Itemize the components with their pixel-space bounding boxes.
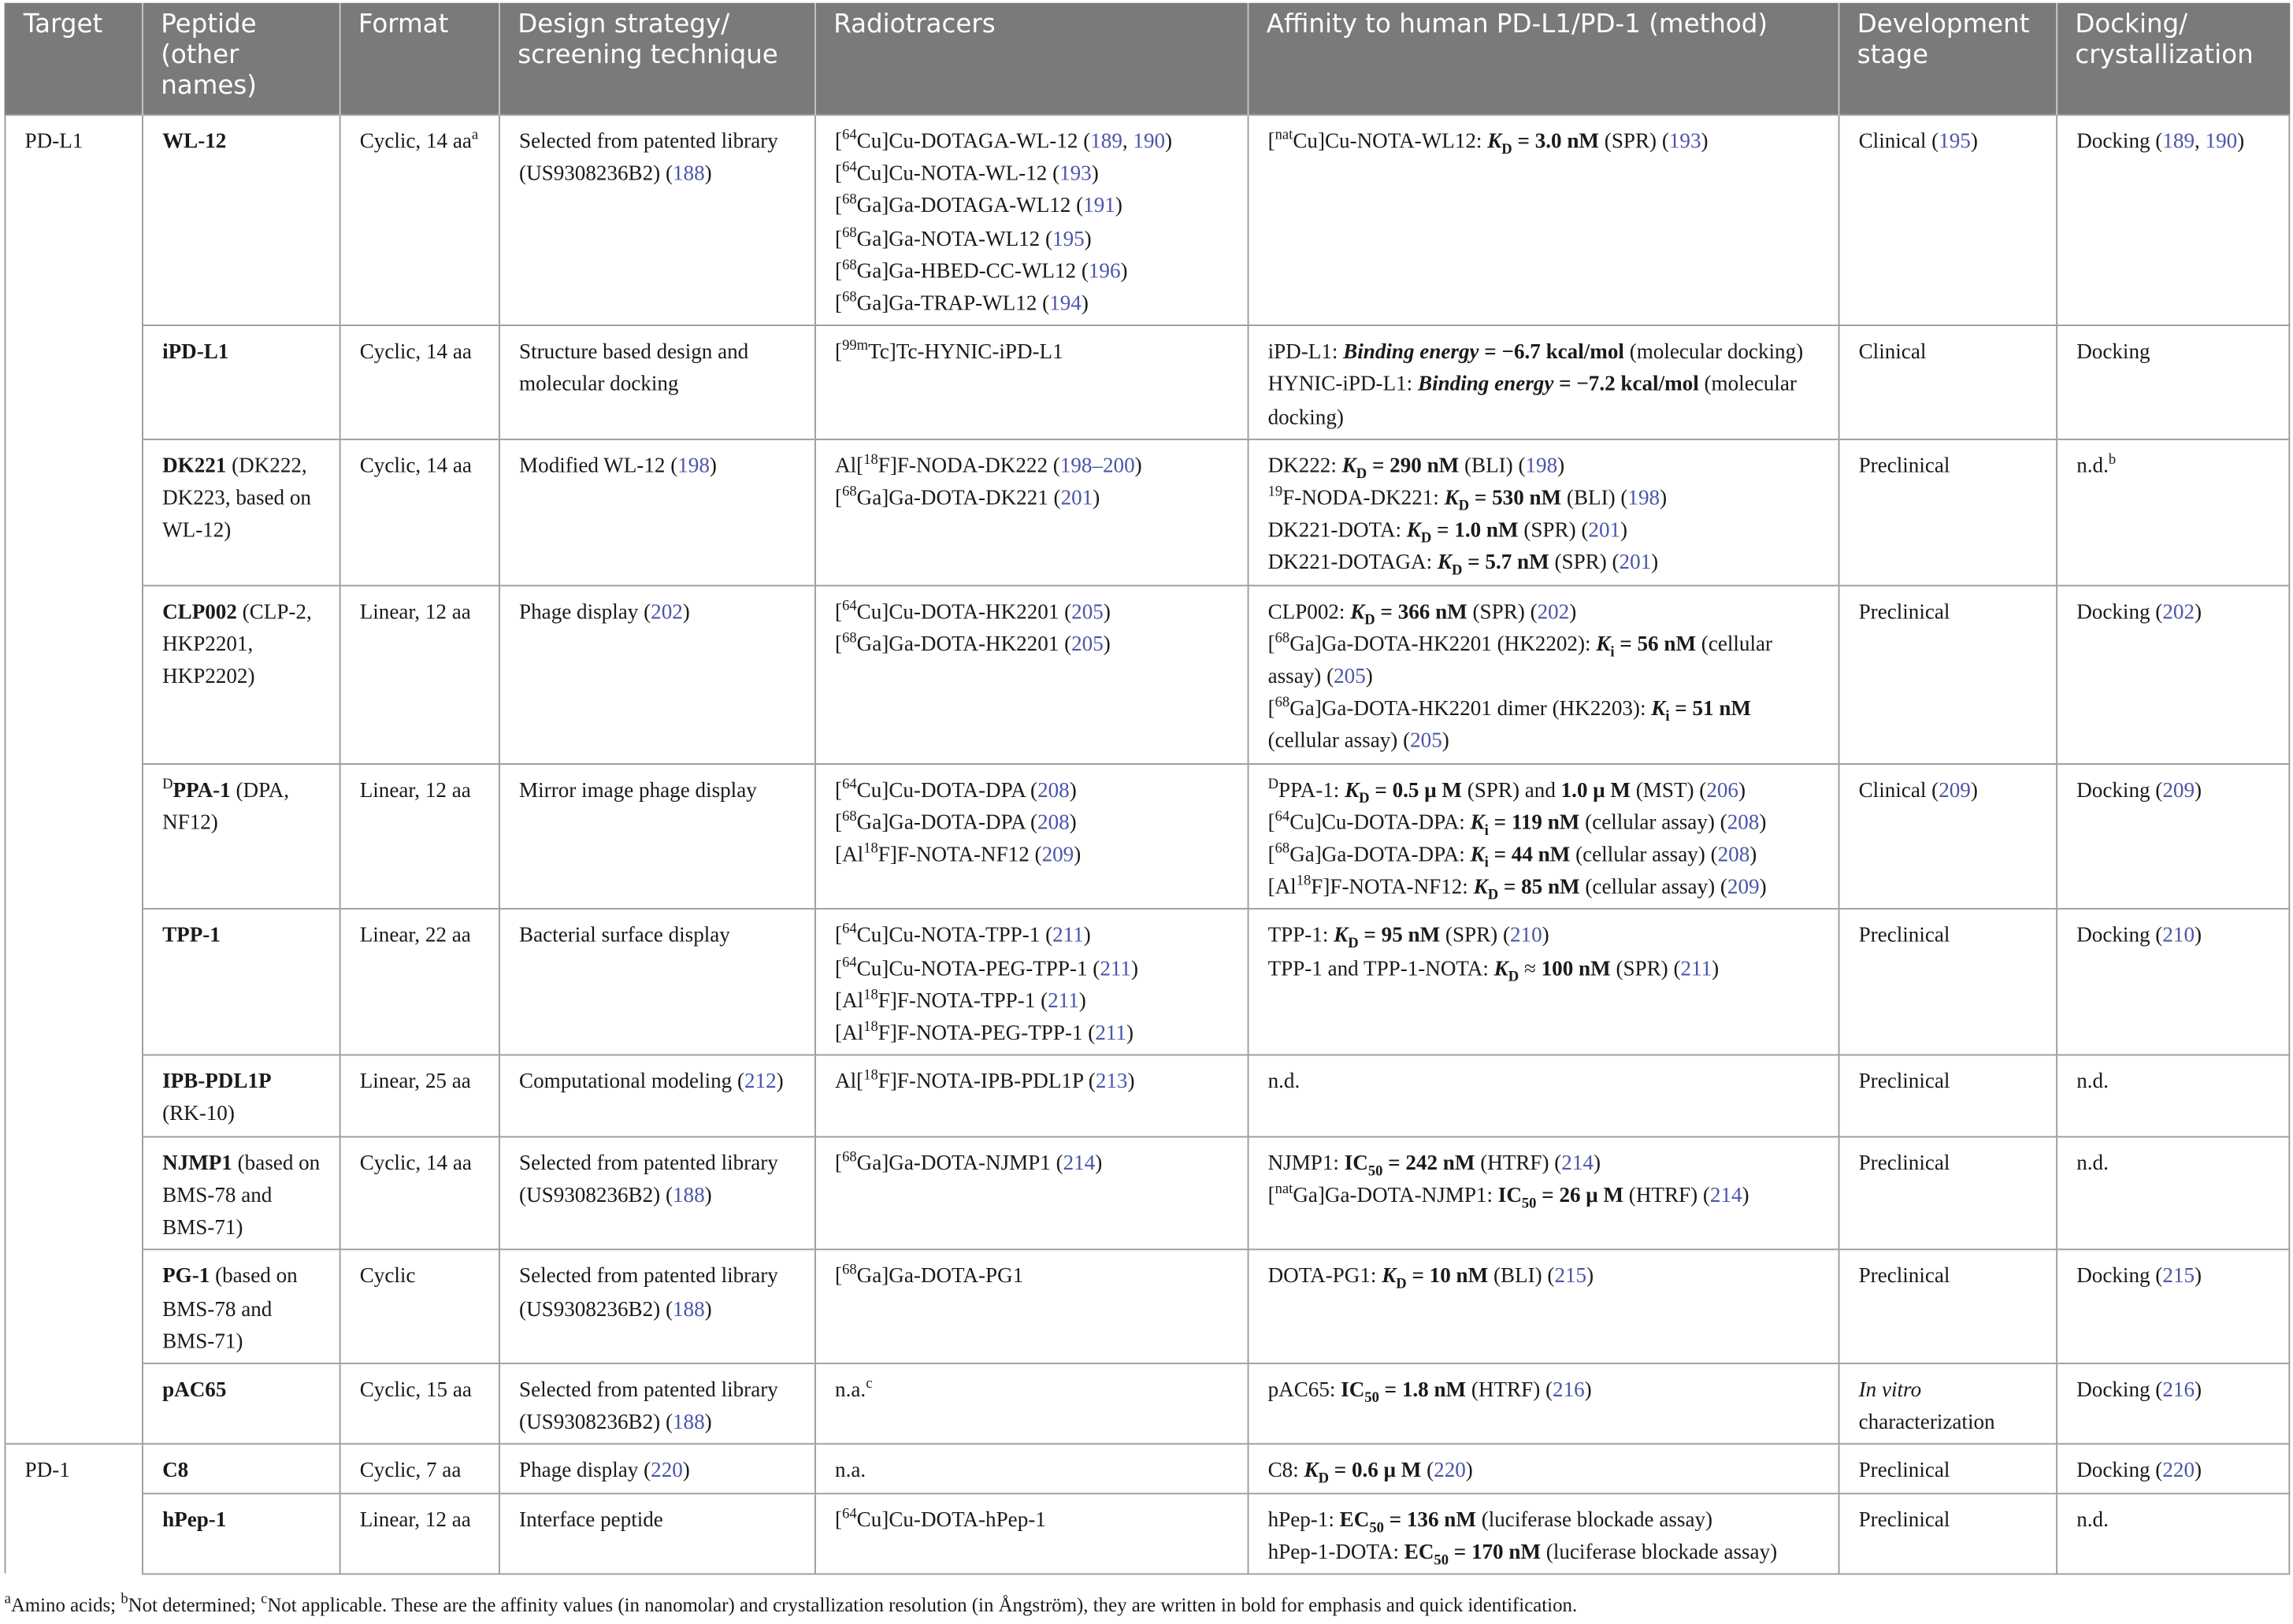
citation-link[interactable]: 205 (1334, 665, 1366, 689)
format-cell: Cyclic (340, 1250, 499, 1363)
design-cell: Interface peptide (499, 1493, 815, 1574)
affinity-item: DK221-DOTAGA: $K_D = 5.7$ nM (SPR) (201) (1267, 551, 1659, 580)
radiotracers-cell (815, 325, 1249, 439)
affinity-cell (1249, 910, 1839, 1055)
citation-link[interactable]: 212 (744, 1070, 777, 1095)
radiotracer-item: [$^{68}$Ga]Ga-NOTA-WL12 (195) (835, 224, 1092, 251)
citation-link[interactable]: 220 (2162, 1459, 2195, 1484)
design-text: Computational modeling (519, 1070, 733, 1095)
stage-cell: Preclinical (1839, 1136, 2057, 1250)
format-cell: Cyclic, 7 aa (340, 1444, 499, 1493)
affinity-cell (1249, 325, 1839, 439)
radiotracer-item: [$^{64}$Cu]Cu-DOTA-DPA (208) (835, 776, 1077, 803)
affinity-cell (1249, 585, 1839, 764)
peptide-name: NJMP1 (162, 1151, 232, 1176)
design-cell: Selected from patented library (US9308236B2) (188) (499, 115, 815, 326)
header-target: Target (5, 3, 143, 115)
citation-link[interactable]: 188 (672, 1184, 705, 1208)
citation-link[interactable]: 213 (1095, 1070, 1128, 1095)
affinity-cell: n.d. (1249, 1055, 1839, 1136)
citation-link[interactable]: 205 (1071, 600, 1104, 625)
peptide-name: hPep-1 (162, 1508, 227, 1532)
affinity-item: $^{19}$F-NODA-DK221: $K_D = 530$ nM (BLI) (198) (1267, 484, 1668, 515)
design-text: Phage display (519, 1459, 639, 1484)
affinity-item: [$^{68}$Ga]Ga-DOTA-HK2201 (HK2202): $K_i = 56$ nM (cellular assay) (205) (1267, 630, 1773, 689)
radiotracer-item: [Al$^{18}$F]F-NOTA-NF12 (209) (835, 840, 1082, 868)
affinity-item: hPep-1-DOTA: $EC_{50} = 170$ nM (luciferase blockade assay) (1267, 1541, 1778, 1569)
stage-cell: Preclinical (1839, 1493, 2057, 1574)
citation-link[interactable]: 189 (2162, 130, 2195, 154)
peptide-name: pAC65 (162, 1378, 227, 1403)
citation-link[interactable]: 198 (677, 454, 710, 478)
peptide-cell (143, 115, 340, 326)
affinity-cell (1249, 439, 1839, 585)
radiotracer-item: [$^{64}$Cu]Cu-NOTA-WL-12 (193) (835, 159, 1099, 187)
table-row (5, 910, 2289, 1055)
affinity-item: hPep-1: $EC_{50} = 136$ nM (luciferase blockade assay) (1267, 1508, 1713, 1537)
radiotracers-cell (815, 763, 1249, 909)
header-row (5, 3, 2289, 115)
citation-link[interactable]: 194 (1049, 292, 1082, 317)
citation-link[interactable]: 198 (1525, 454, 1558, 478)
docking-cell: Docking (2057, 325, 2289, 439)
header-format: Format (340, 3, 499, 115)
docking-cell: Docking (215) (2057, 1250, 2289, 1363)
design-cell: Selected from patented library (US9308236B2) (188) (499, 1250, 815, 1363)
citation-link[interactable]: 188 (672, 162, 705, 187)
stage-cell: Clinical (1839, 325, 2057, 439)
stage-cell: In vitro characterization (1839, 1363, 2057, 1444)
table-row (5, 1136, 2289, 1250)
docking-text: n.d. (2076, 454, 2109, 478)
header-radiotracers: Radiotracers (815, 3, 1249, 115)
affinity-item: C8: $K_D = 0.6$ μ M (220) (1267, 1459, 1473, 1488)
affinity-item: $^D$PPA-1: $K_D = 0.5$ μ M (SPR) and 1.0 μ M (MST) (206) (1267, 776, 1746, 806)
radiotracer-item: [$^{64}$Cu]Cu-NOTA-PEG-TPP-1 (211) (835, 954, 1139, 981)
stage-cell: Preclinical (1839, 1055, 2057, 1136)
citation-link[interactable]: 220 (1434, 1459, 1466, 1484)
radiotracer-item: [$^{99m}$Tc]Tc-HYNIC-iPD-L1 (835, 338, 1063, 365)
citation-link[interactable]: 198–200 (1059, 454, 1135, 478)
peptide-other-names: (based on BMS-78 and BMS-71) (162, 1265, 298, 1354)
citation-link[interactable]: 205 (1071, 632, 1104, 657)
affinity-item: [$^{64}$Cu]Cu-DOTA-DPA: $K_i = 119$ nM (cellular assay) (208) (1267, 808, 1767, 840)
peptide-cell (143, 1136, 340, 1250)
docking-cell: n.d. (2057, 1136, 2289, 1250)
radiotracer-item: Al[$^{18}$F]F-NOTA-IPB-PDL1P (213) (835, 1068, 1135, 1095)
peptide-name: DK221 (162, 454, 227, 478)
affinity-item: [Al$^{18}$F]F-NOTA-NF12: $K_D = 85$ nM (cellular assay) (209) (1267, 873, 1767, 904)
radiotracers-cell (815, 1363, 1249, 1444)
docking-cell: n.d. (2057, 1493, 2289, 1574)
table-row (5, 325, 2289, 439)
citation-link[interactable]: 188 (672, 1297, 705, 1322)
citation-link[interactable]: 196 (1088, 260, 1121, 284)
design-cell: Selected from patented library (US9308236B2) (188) (499, 1136, 815, 1250)
design-text: Phage display (519, 600, 639, 625)
docking-cell: Docking (216) (2057, 1363, 2289, 1444)
format-text: Cyclic, 14 aa (359, 130, 472, 154)
design-text: Selected from patented library (US9308236B2) (519, 1378, 778, 1435)
format-cell: Linear, 25 aa (340, 1055, 499, 1136)
citation-link[interactable]: 208 (1727, 811, 1760, 835)
design-cell: Modified WL-12 (198) (499, 439, 815, 585)
citation-link[interactable]: 202 (2162, 600, 2195, 625)
affinity-cell (1249, 1250, 1839, 1363)
peptide-name: PPA-1 (173, 778, 231, 803)
table-footnote: $^a$Amino acids; $^b$Not determined; $^c$Not applicable. These are the affinity values (in nanomolar) and crystallization resolution (in Ångström), they are written in bold for emphasis and quick identification. (4, 1591, 1578, 1616)
docking-cell: Docking (189, 190) (2057, 115, 2289, 326)
table-row (5, 1250, 2289, 1363)
radiotracers-cell (815, 1055, 1249, 1136)
table-row (5, 1363, 2289, 1444)
citation-link[interactable]: 216 (2162, 1378, 2195, 1403)
citation-link[interactable]: 201 (1588, 519, 1621, 543)
header-docking: Docking/ crystallization (2057, 3, 2289, 115)
radiotracer-item: Al[$^{18}$F]F-NODA-DK222 (198–200) (835, 451, 1142, 478)
citation-link[interactable]: 189 (1090, 130, 1122, 154)
affinity-item: DK221-DOTA: $K_D = 1.0$ nM (SPR) (201) (1267, 519, 1628, 547)
peptide-cell (143, 1444, 340, 1493)
peptide-other-names: (CLP-2, HKP2201, HKP2202) (162, 600, 312, 689)
docking-cell: n.d. (2057, 1055, 2289, 1136)
radiotracer-item: [$^{68}$Ga]Ga-DOTA-HK2201 (205) (835, 630, 1111, 657)
peptide-name: TPP-1 (162, 925, 221, 948)
citation-link[interactable]: 193 (1668, 130, 1701, 154)
design-cell: Structure based design and molecular docking (499, 325, 815, 439)
stage-cell: Preclinical (1839, 439, 2057, 585)
table-row (5, 439, 2289, 585)
citation-link[interactable]: 208 (1037, 778, 1070, 803)
header-stage: Development stage (1839, 3, 2057, 115)
affinity-cell (1249, 1444, 1839, 1493)
citation-link[interactable]: 195 (1939, 130, 1971, 154)
citation-link[interactable]: 190 (2205, 130, 2238, 154)
design-text: Modified WL-12 (519, 454, 666, 478)
affinity-item: HYNIC-iPD-L1: Binding energy = −7.2 kcal/mol (molecular docking) (1267, 373, 1797, 430)
citation-link[interactable]: 208 (1717, 844, 1750, 868)
affinity-item: [$^{nat}$Ga]Ga-DOTA-NJMP1: $IC_{50} = 26$ μ M (HTRF) (214) (1267, 1181, 1749, 1212)
citation-link[interactable]: 202 (1537, 600, 1570, 625)
peptide-name: IPB-PDL1P (162, 1070, 272, 1095)
radiotracer-item: [$^{68}$Ga]Ga-TRAP-WL12 (194) (835, 289, 1089, 317)
stage-cell: Preclinical (1839, 585, 2057, 764)
affinity-cell (1249, 1136, 1839, 1250)
peptide-name: C8 (162, 1459, 189, 1484)
docking-cell (2057, 439, 2289, 585)
affinity-item: DOTA-PG1: $K_D = 10$ nM (BLI) (215) (1267, 1265, 1594, 1293)
design-cell: Bacterial surface display (499, 910, 815, 1055)
peptide-cell: $^D$PPA-1 (DPA, NF12) (143, 763, 340, 909)
affinity-item: TPP-1: $K_D = 95$ nM (SPR) (210) (1267, 925, 1549, 953)
docking-cell: Docking (209) (2057, 763, 2289, 909)
design-cell: Selected from patented library (US9308236B2) (188) (499, 1363, 815, 1444)
citation-link[interactable]: 214 (1561, 1151, 1594, 1176)
citation-link[interactable]: 195 (1052, 227, 1085, 251)
table-row (5, 115, 2289, 326)
radiotracers-cell (815, 1136, 1249, 1250)
format-cell (340, 115, 499, 326)
citation-link[interactable]: 209 (1041, 844, 1074, 868)
table-row (5, 1444, 2289, 1493)
radiotracer-item: [$^{68}$Ga]Ga-HBED-CC-WL12 (196) (835, 257, 1128, 284)
citation-link[interactable]: 201 (1060, 487, 1093, 510)
affinity-item: pAC65: $IC_{50} = 1.8$ nM (HTRF) (216) (1267, 1378, 1592, 1407)
table-row (5, 1055, 2289, 1136)
peptide-table (5, 3, 2291, 1575)
design-cell: Computational modeling (212) (499, 1055, 815, 1136)
citation-link[interactable]: 209 (1727, 876, 1760, 900)
radiotracer-item: [$^{64}$Cu]Cu-NOTA-TPP-1 (211) (835, 921, 1091, 948)
peptide-other-names: (based on BMS-78 and BMS-71) (162, 1151, 321, 1240)
format-cell: Linear, 12 aa (340, 763, 499, 909)
peptide-cell (143, 910, 340, 1055)
design-text: Selected from patented library (US9308236B2) (519, 1151, 778, 1208)
target-cell (5, 115, 143, 1444)
peptide-cell (143, 1250, 340, 1363)
radiotracers-cell (815, 439, 1249, 585)
affinity-item: DK222: $K_D = 290$ nM (BLI) (198) (1267, 454, 1565, 483)
affinity-item: CLP002: $K_D = 366$ nM (SPR) (202) (1267, 600, 1577, 628)
table-row (5, 1493, 2289, 1574)
format-cell: Cyclic, 14 aa (340, 439, 499, 585)
radiotracer-item: n.a.$^c$ (835, 1376, 873, 1403)
format-cell: Linear, 12 aa (340, 1493, 499, 1574)
format-cell: Cyclic, 14 aa (340, 1136, 499, 1250)
stage-cell: Preclinical (1839, 1444, 2057, 1493)
peptide-cell (143, 1055, 340, 1136)
peptide-cell (143, 325, 340, 439)
radiotracers-cell (815, 910, 1249, 1055)
radiotracers-cell (815, 585, 1249, 764)
citation-link[interactable]: 202 (651, 600, 683, 625)
radiotracer-item: [$^{64}$Cu]Cu-DOTAGA-WL-12 (189, 190) (835, 127, 1173, 154)
header-peptide: Peptide (other names) (143, 3, 340, 115)
citation-link[interactable]: 211 (1052, 925, 1084, 948)
radiotracer-item: [Al$^{18}$F]F-NOTA-PEG-TPP-1 (211) (835, 1019, 1134, 1046)
radiotracers-cell (815, 1250, 1249, 1363)
peptide-other-names: (RK-10) (162, 1103, 235, 1127)
citation-link[interactable]: 209 (1939, 778, 1971, 803)
citation-link[interactable]: 191 (1083, 195, 1115, 219)
footnote-marker: b (2108, 451, 2117, 469)
peptide-cell (143, 1363, 340, 1444)
format-cell: Linear, 12 aa (340, 585, 499, 764)
radiotracer-item: [$^{68}$Ga]Ga-DOTA-DK221 (201) (835, 484, 1100, 510)
affinity-item: TPP-1 and TPP-1-NOTA: $K_D \approx 100$ nM (SPR) (211) (1267, 957, 1720, 985)
citation-link[interactable]: 210 (2162, 925, 2195, 948)
citation-link[interactable]: 190 (1133, 130, 1166, 154)
format-cell: Cyclic, 15 aa (340, 1363, 499, 1444)
table-row (5, 763, 2289, 909)
affinity-item: [$^{68}$Ga]Ga-DOTA-HK2201 dimer (HK2203): $K_i = 51$ nM (cellular assay) (205) (1267, 695, 1752, 754)
stage-cell: Clinical (209) (1839, 763, 2057, 909)
header-affinity: Affinity to human PD-L1/PD-1 (method) (1249, 3, 1839, 115)
affinity-cell (1249, 1363, 1839, 1444)
stage-cell: Clinical (195) (1839, 115, 2057, 326)
peptide-name: CLP002 (162, 600, 237, 625)
design-cell: Phage display (220) (499, 1444, 815, 1493)
target-cell (5, 1444, 143, 1574)
radiotracer-item: [Al$^{18}$F]F-NOTA-TPP-1 (211) (835, 987, 1086, 1014)
citation-link[interactable]: 211 (1100, 957, 1131, 981)
affinity-item: [$^{nat}$Cu]Cu-NOTA-WL12: $K_D = 3.0$ nM (SPR) (193) (1267, 127, 1709, 158)
format-cell: Cyclic, 14 aa (340, 325, 499, 439)
citation-link[interactable]: 209 (2162, 778, 2195, 803)
citation-link[interactable]: 208 (1037, 811, 1070, 835)
format-cell: Linear, 22 aa (340, 910, 499, 1055)
citation-link[interactable]: 205 (1410, 730, 1442, 754)
peptide-name: WL-12 (162, 130, 227, 154)
citation-link[interactable]: 210 (1509, 925, 1542, 948)
radiotracers-cell (815, 1493, 1249, 1574)
docking-cell: Docking (210) (2057, 910, 2289, 1055)
peptide-other-names: (DPA, NF12) (162, 778, 290, 835)
citation-link[interactable]: 188 (672, 1411, 705, 1435)
header-design: Design strategy/ screening technique (499, 3, 815, 115)
citation-link[interactable]: 215 (2162, 1265, 2195, 1289)
target-label: PD-1 (24, 1459, 70, 1484)
peptide-name: iPD-L1 (162, 340, 229, 365)
radiotracer-item: [$^{68}$Ga]Ga-DOTA-PG1 (835, 1262, 1024, 1289)
affinity-cell (1249, 1493, 1839, 1574)
citation-link[interactable]: 214 (1063, 1151, 1096, 1176)
design-text: Selected from patented library (US9308236B2) (519, 130, 778, 187)
docking-cell: Docking (202) (2057, 585, 2289, 764)
radiotracer-item: [$^{64}$Cu]Cu-DOTA-hPep-1 (835, 1505, 1046, 1532)
citation-link[interactable]: 201 (1619, 551, 1652, 576)
docking-cell: Docking (220) (2057, 1444, 2289, 1493)
design-text: Selected from patented library (US9308236B2) (519, 1265, 778, 1322)
stage-cell: Preclinical (1839, 910, 2057, 1055)
table-row (5, 585, 2289, 764)
affinity-cell (1249, 763, 1839, 909)
design-cell: Phage display (202) (499, 585, 815, 764)
affinity-cell (1249, 115, 1839, 326)
radiotracer-item: [$^{64}$Cu]Cu-DOTA-HK2201 (205) (835, 597, 1111, 625)
peptide-cell (143, 585, 340, 764)
radiotracers-cell: n.a. (815, 1444, 1249, 1493)
citation-link[interactable]: 215 (1554, 1265, 1587, 1289)
citation-link[interactable]: 211 (1680, 957, 1712, 981)
affinity-item: NJMP1: $IC_{50} = 242$ nM (HTRF) (214) (1267, 1151, 1601, 1180)
citation-link[interactable]: 193 (1059, 162, 1092, 187)
radiotracers-cell (815, 115, 1249, 326)
footnote-marker: a (471, 127, 479, 144)
affinity-item: [$^{68}$Ga]Ga-DOTA-DPA: $K_i = 44$ nM (cellular assay) (208) (1267, 840, 1757, 872)
affinity-item: iPD-L1: Binding energy = −6.7 kcal/mol (molecular docking) (1267, 340, 1804, 365)
peptide-name: PG-1 (162, 1265, 210, 1289)
citation-link[interactable]: 220 (651, 1459, 683, 1484)
design-cell: Mirror image phage display (499, 763, 815, 909)
radiotracer-item: [$^{68}$Ga]Ga-DOTA-NJMP1 (214) (835, 1148, 1103, 1176)
citation-link[interactable]: 198 (1627, 487, 1660, 510)
radiotracer-item: [$^{68}$Ga]Ga-DOTAGA-WL12 (191) (835, 192, 1122, 219)
citation-link[interactable]: 211 (1048, 989, 1079, 1014)
peptide-cell (143, 439, 340, 585)
peptide-other-names: (DK222, DK223, based on WL-12) (162, 454, 311, 543)
radiotracer-item: [$^{68}$Ga]Ga-DOTA-DPA (208) (835, 808, 1077, 835)
citation-link[interactable]: 211 (1095, 1021, 1126, 1046)
citation-link[interactable]: 214 (1709, 1184, 1742, 1208)
citation-link[interactable]: 216 (1553, 1378, 1585, 1403)
stage-cell: Preclinical (1839, 1250, 2057, 1363)
citation-link[interactable]: 206 (1706, 778, 1738, 803)
target-label: PD-L1 (24, 130, 83, 154)
peptide-cell (143, 1493, 340, 1574)
